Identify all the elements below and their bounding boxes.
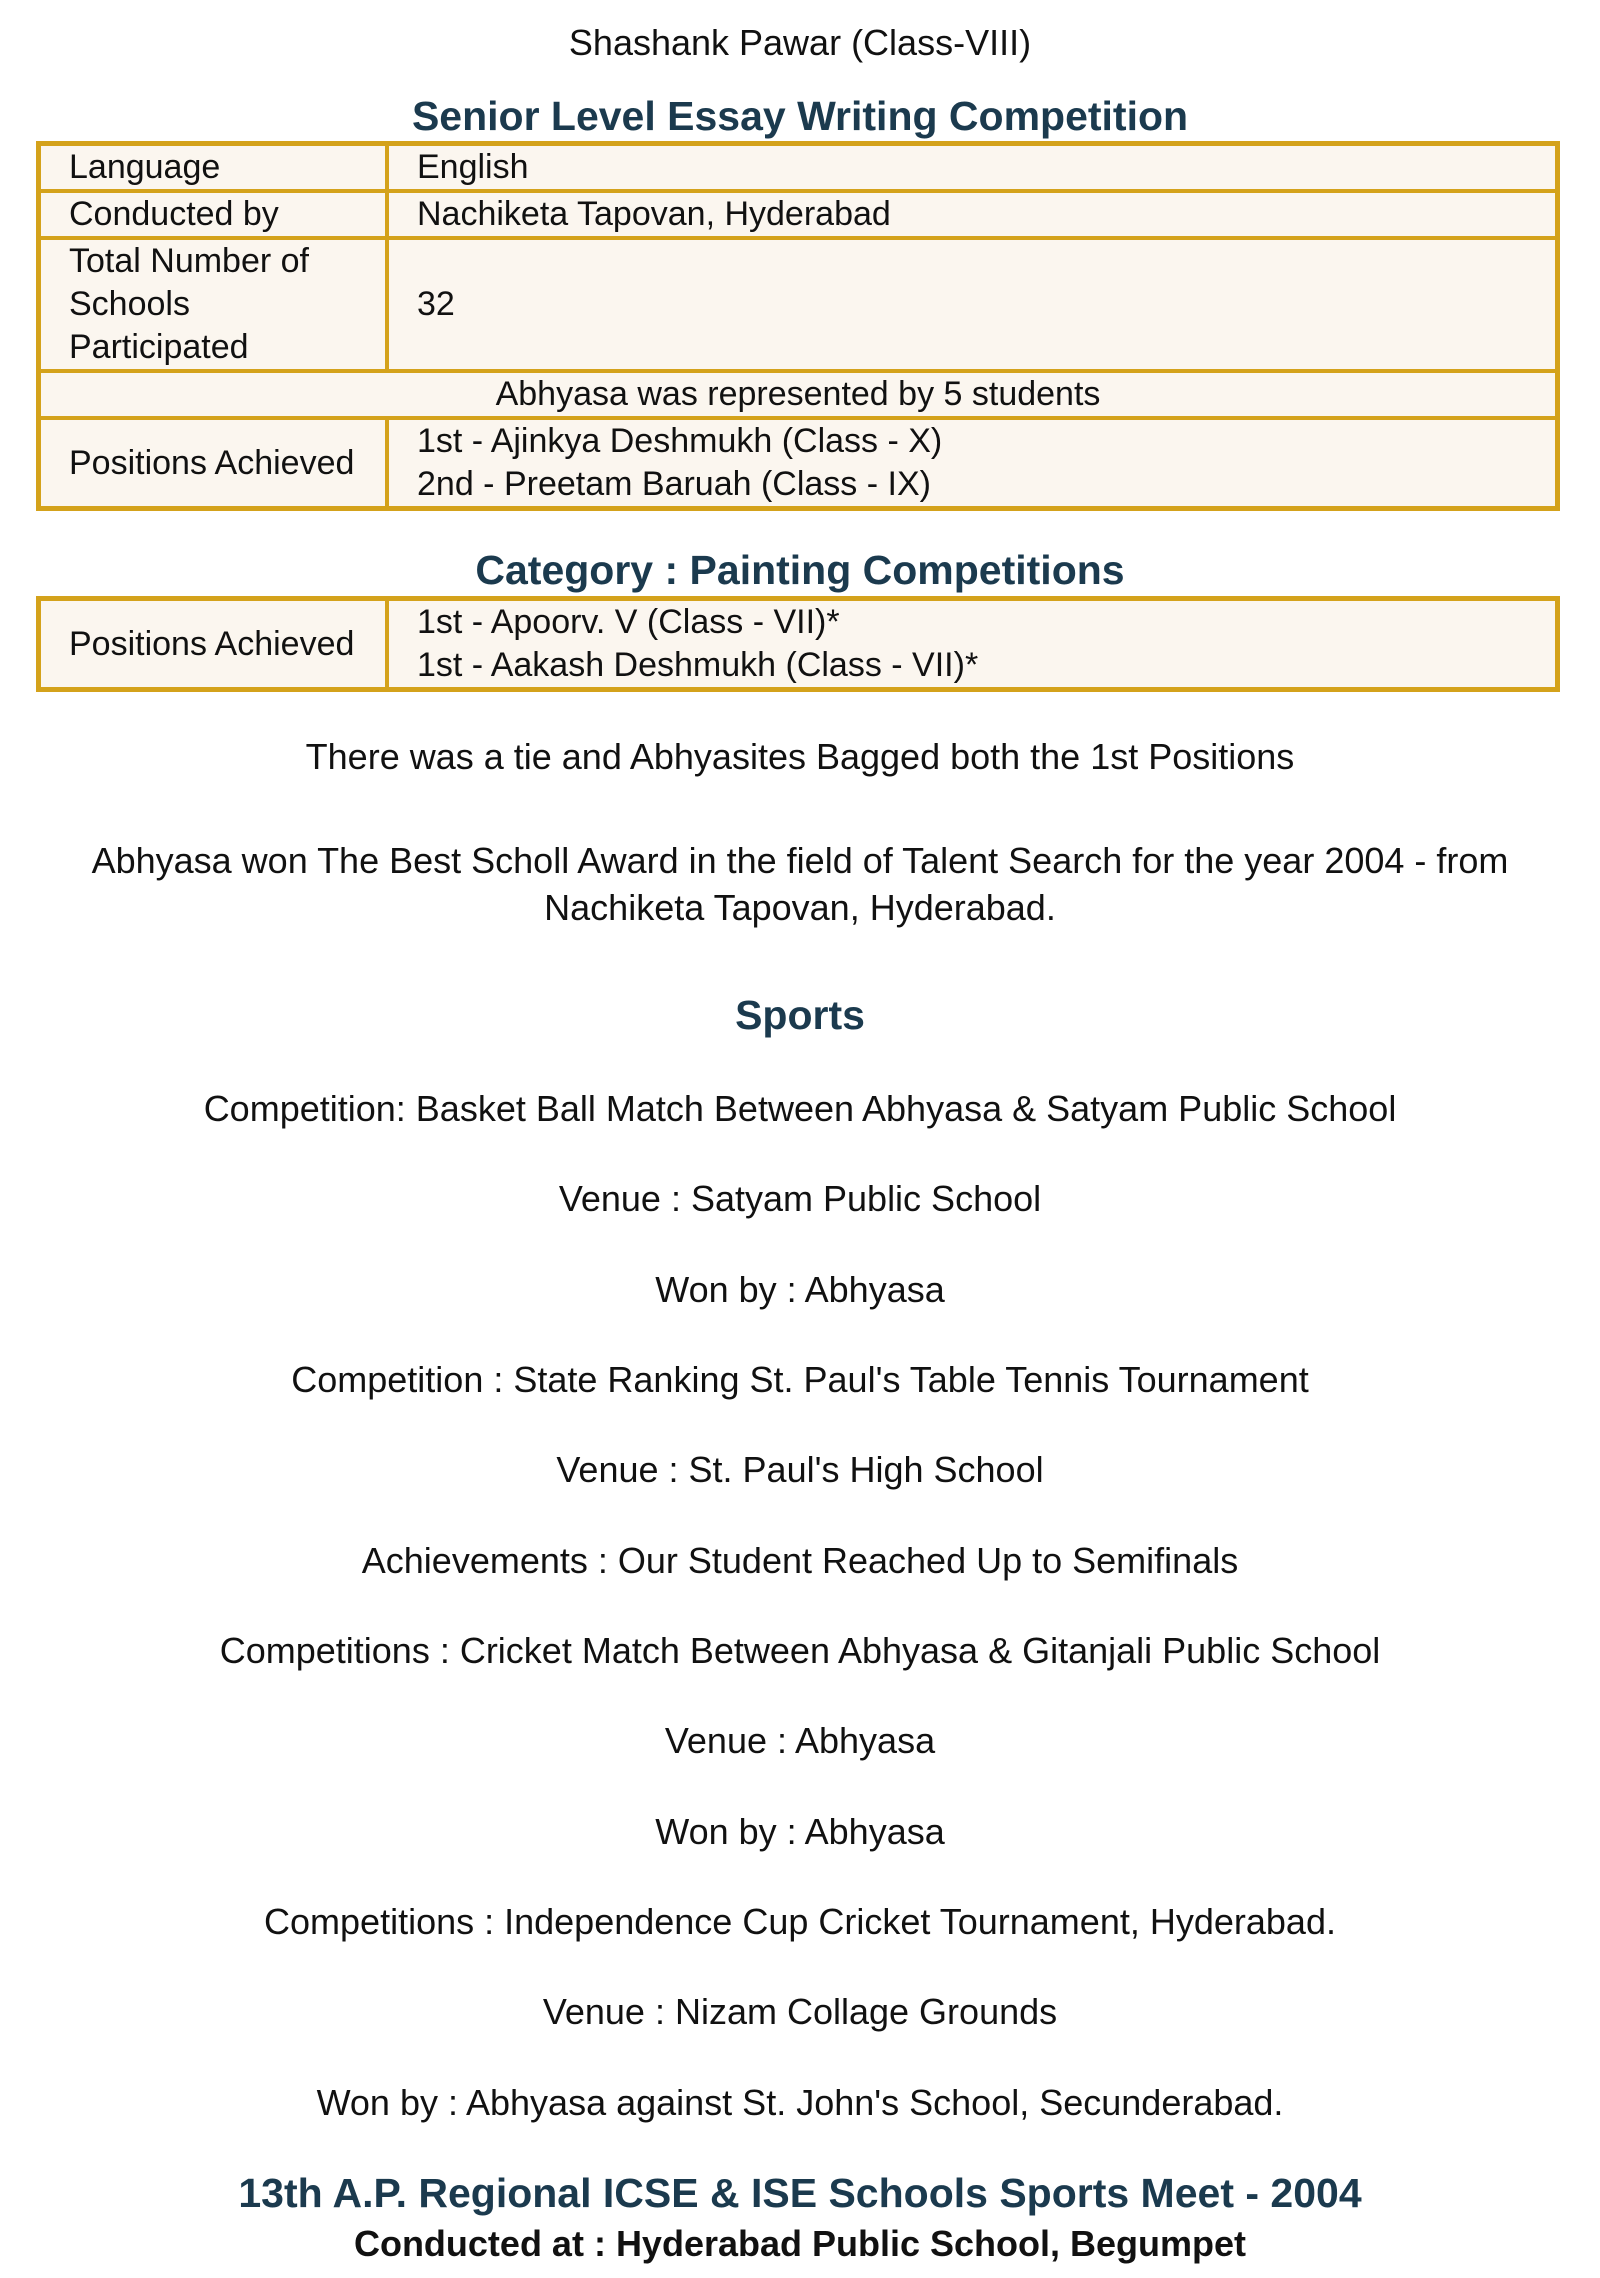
- sports-line: Venue : St. Paul's High School: [556, 1449, 1044, 1490]
- sports-line: Won by : Abhyasa: [655, 1269, 945, 1310]
- table-row: [39, 599, 1558, 690]
- position-entry: 1st - Aakash Deshmukh (Class - VII)*: [417, 646, 979, 684]
- represented-note: Abhyasa was represented by 5 students: [39, 371, 1558, 418]
- language-value: English: [387, 144, 1558, 192]
- painting-heading: Category : Painting Competitions: [475, 547, 1125, 593]
- table-row: [39, 144, 1558, 192]
- position-entry: 2nd - Preetam Baruah (Class - IX): [417, 465, 931, 503]
- sports-meet-heading: 13th A.P. Regional ICSE & ISE Schools Sports Meet - 2004: [238, 2170, 1362, 2216]
- sports-line: Competition : State Ranking St. Paul's Table Tennis Tournament: [291, 1359, 1309, 1400]
- sports-line: Won by : Abhyasa against St. John's School, Secunderabad.: [316, 2082, 1284, 2123]
- table-row: [39, 371, 1558, 418]
- essay-heading: Senior Level Essay Writing Competition: [411, 93, 1189, 139]
- sports-meet-venue: Conducted at : Hyderabad Public School, Begumpet: [353, 2223, 1247, 2264]
- painting-details-table: [36, 596, 1560, 692]
- sports-line: Won by : Abhyasa: [655, 1811, 945, 1852]
- language-label: Language: [39, 144, 388, 192]
- position-entry: 1st - Apoorv. V (Class - VII)*: [417, 603, 840, 641]
- schools-participated-label: [39, 238, 388, 371]
- painting-positions-values: [387, 599, 1558, 690]
- table-row: [39, 191, 1558, 238]
- conducted-by-value: Nachiketa Tapovan, Hyderabad: [387, 191, 1558, 238]
- sports-line: Venue : Nizam Collage Grounds: [542, 1991, 1058, 2032]
- schools-label-line: Total Number of: [69, 242, 309, 280]
- schools-label-line: Participated: [69, 328, 249, 366]
- positions-values: [387, 418, 1558, 509]
- sports-line: Venue : Satyam Public School: [558, 1178, 1042, 1219]
- painting-positions-label: Positions Achieved: [39, 599, 388, 690]
- conducted-by-label: Conducted by: [39, 191, 388, 238]
- sports-line: Venue : Abhyasa: [664, 1720, 936, 1761]
- award-note: Abhyasa won The Best Scholl Award in the field of Talent Search for the year 2004 - from Nachiketa Tapovan, Hyderabad.: [91, 840, 1509, 928]
- sports-line: Competition: Basket Ball Match Between Abhyasa & Satyam Public School: [203, 1088, 1397, 1129]
- student-line: Shashank Pawar (Class-VIII): [568, 22, 1032, 63]
- sports-line: Achievements : Our Student Reached Up to Semifinals: [361, 1540, 1239, 1581]
- schools-participated-value: 32: [387, 238, 1558, 371]
- table-row: [39, 418, 1558, 509]
- sports-line: Competitions : Independence Cup Cricket Tournament, Hyderabad.: [264, 1901, 1336, 1942]
- tie-note: There was a tie and Abhyasites Bagged both the 1st Positions: [305, 736, 1295, 777]
- positions-label: Positions Achieved: [39, 418, 388, 509]
- position-entry: 1st - Ajinkya Deshmukh (Class - X): [417, 422, 943, 460]
- schools-label-line: Schools: [69, 285, 190, 323]
- sports-line: Competitions : Cricket Match Between Abhyasa & Gitanjali Public School: [219, 1630, 1381, 1671]
- essay-details-table: [36, 141, 1560, 511]
- table-row: [39, 238, 1558, 371]
- sports-heading: Sports: [735, 992, 865, 1038]
